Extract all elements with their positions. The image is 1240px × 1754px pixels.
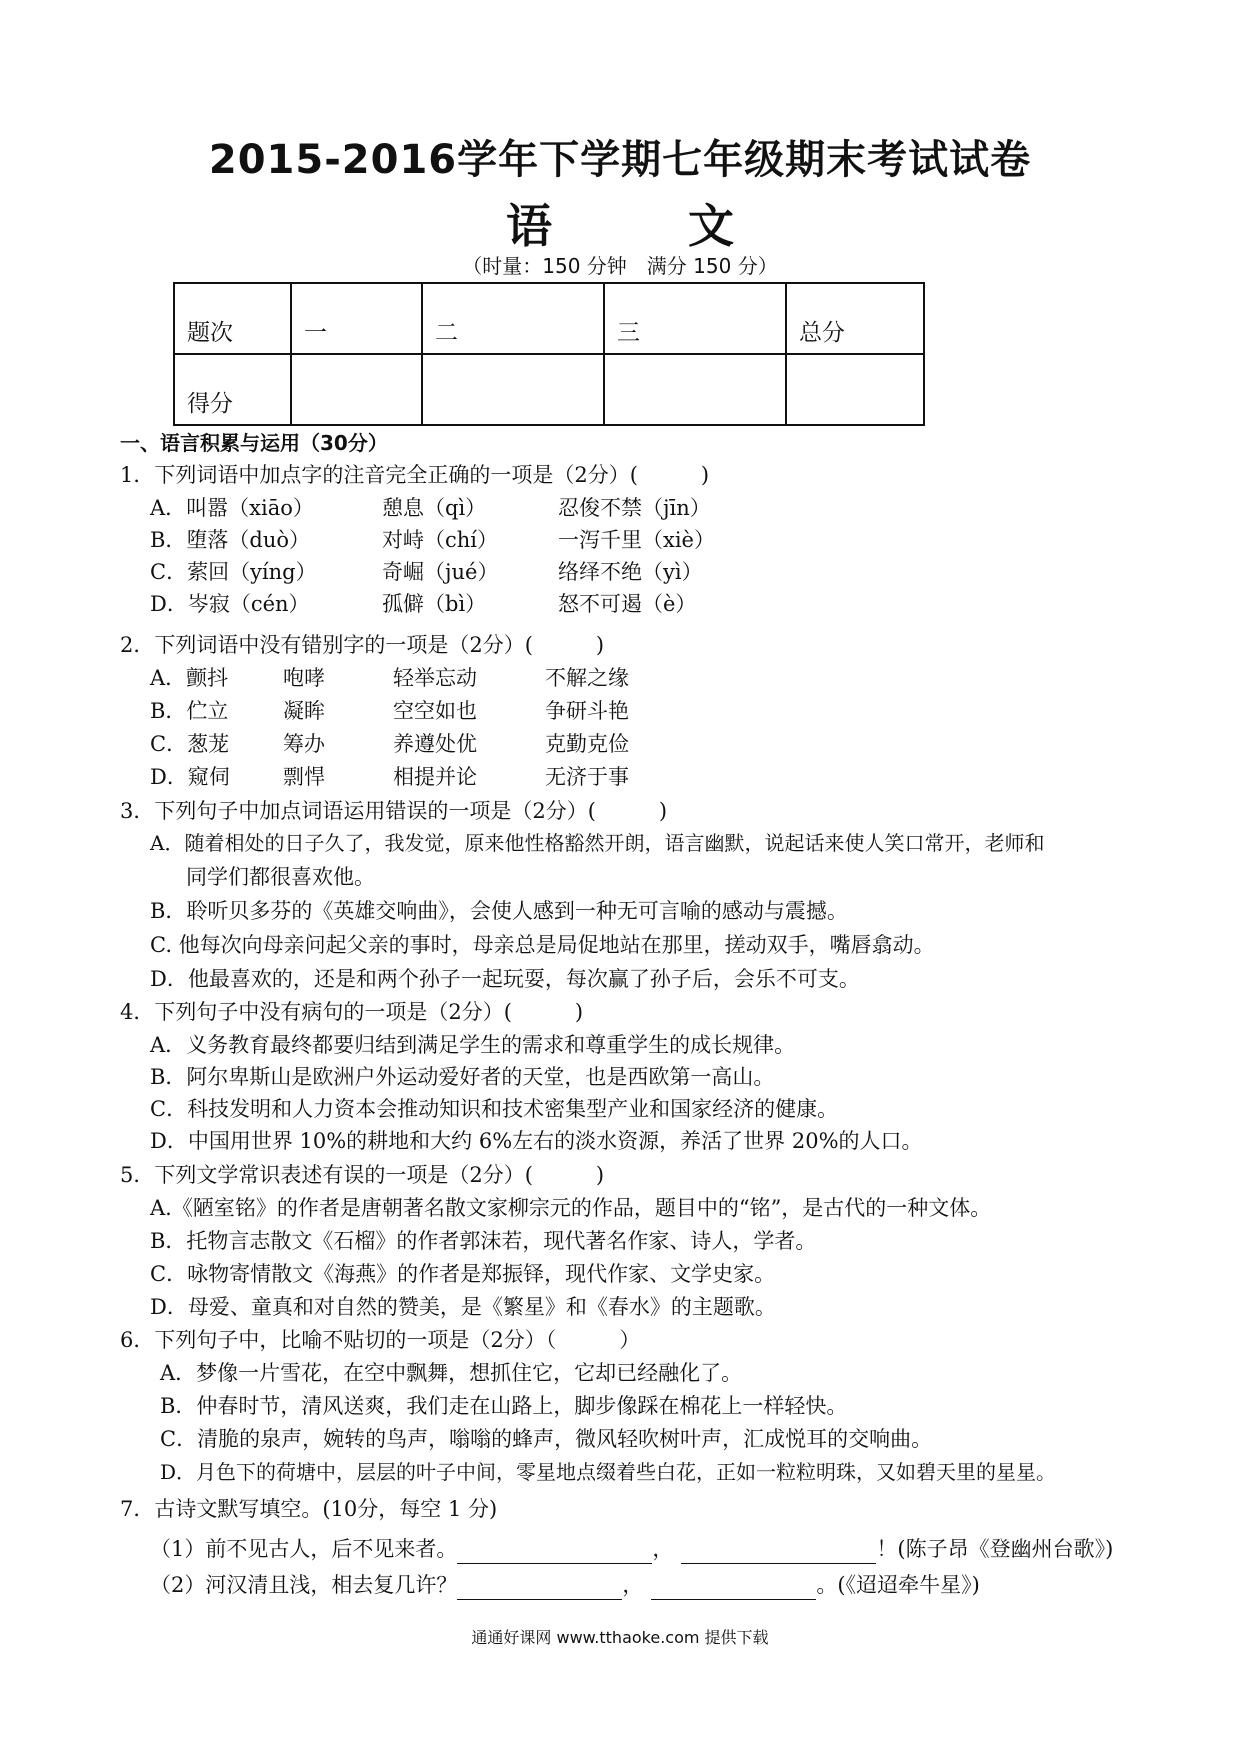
q2-option-c-2: 筹办 [283, 732, 325, 756]
q6-option-c: C．清脆的泉声，婉转的鸟声，嗡嗡的蜂声，微风轻吹树叶声，汇成悦耳的交响曲。 [160, 1427, 933, 1451]
q7-line-2 [150, 1570, 980, 1600]
q7-line-1 [150, 1534, 1113, 1564]
q2-option-d-3: 相提并论 [393, 765, 477, 789]
score-cell: 一 [291, 283, 422, 354]
question-4-stem: 4．下列句子中没有病句的一项是（2分）( ) [120, 1000, 584, 1024]
question-5-stem: 5．下列文学常识表述有误的一项是（2分）( ) [120, 1163, 605, 1187]
fill-blank-2[interactable] [681, 1541, 876, 1564]
section-heading: 一、语言积累与运用（30分） [120, 431, 388, 455]
q7-line-2-source: 。(《迢迢牵牛星》) [816, 1573, 980, 1597]
score-cell-input[interactable] [291, 354, 422, 425]
score-cell-input[interactable] [422, 354, 604, 425]
question-6-stem: 6．下列句子中，比喻不贴切的一项是（2分）（ ） [120, 1328, 641, 1352]
q2-option-b-2: 凝眸 [283, 699, 325, 723]
score-cell-input[interactable] [786, 354, 924, 425]
q1-option-a-1: A．叫嚣（xiāo） [150, 496, 314, 520]
question-2-stem: 2．下列词语中没有错别字的一项是（2分）( ) [120, 633, 605, 657]
q3-option-a: A．随着相处的日子久了，我发觉，原来他性格豁然开朗，语言幽默，说起话来使人笑口常开，老师和 [150, 831, 1045, 855]
q4-option-a: A．义务教育最终都要归结到满足学生的需求和尊重学生的成长规律。 [150, 1033, 796, 1057]
q2-option-a-4: 不解之缘 [545, 666, 629, 690]
q6-option-a: A．梦像一片雪花，在空中飘舞，想抓住它，它却已经融化了。 [160, 1361, 743, 1385]
q3-option-a-cont: 同学们都很喜欢他。 [186, 865, 375, 889]
q7-line-1-sep: ， [652, 1537, 674, 1561]
q1-option-d-2: 孤僻（bì） [382, 592, 487, 616]
question-7-stem: 7．古诗文默写填空。(10分，每空 1 分) [120, 1497, 498, 1521]
subject-title: 语 文 [505, 199, 794, 253]
q6-option-d: D．月色下的荷塘中，层层的叶子中间，零星地点缀着些白花，正如一粒粒明珠，又如碧天里的星星。 [160, 1460, 1057, 1484]
q1-option-d-3: 怒不可遏（è） [558, 592, 697, 616]
q5-option-d: D．母爱、童真和对自然的赞美，是《繁星》和《春水》的主题歌。 [150, 1295, 776, 1319]
q7-line-1-text: （1）前不见古人，后不见来者。 [150, 1537, 458, 1561]
q2-option-b-3: 空空如也 [393, 699, 477, 723]
q2-option-c-4: 克勤克俭 [545, 732, 629, 756]
q1-option-c-1: C．萦回（yíng） [150, 560, 317, 584]
score-table-row-score [174, 354, 924, 425]
q2-option-b-1: B．伫立 [150, 699, 229, 723]
q3-option-d: D．他最喜欢的，还是和两个孙子一起玩耍，每次赢了孙子后，会乐不可支。 [150, 967, 860, 991]
q1-option-a-2: 憩息（qì） [382, 496, 487, 520]
q2-option-c-1: C．葱茏 [150, 732, 230, 756]
score-table-row-header [174, 283, 924, 354]
question-1-stem: 1．下列词语中加点字的注音完全正确的一项是（2分）( ) [120, 463, 710, 487]
q2-option-c-3: 养遵处优 [393, 732, 477, 756]
q2-option-d-2: 剽悍 [283, 765, 325, 789]
q1-option-b-2: 对峙（chí） [382, 528, 499, 552]
fill-blank-3[interactable] [457, 1577, 622, 1600]
exam-title: 2015-2016学年下学期七年级期末考试试卷 [208, 137, 1032, 183]
q1-option-c-2: 奇崛（jué） [382, 560, 499, 584]
q2-option-a-1: A．颤抖 [150, 666, 229, 690]
fill-blank-4[interactable] [651, 1577, 816, 1600]
q1-option-b-3: 一泻千里（xiè） [558, 528, 715, 552]
time-info: （时量：150 分钟 满分 150 分） [462, 254, 778, 278]
question-3-stem: 3．下列句子中加点词语运用错误的一项是（2分）( ) [120, 799, 668, 823]
q2-option-d-1: D．窥伺 [150, 765, 230, 789]
score-cell: 得分 [174, 354, 291, 425]
score-cell: 三 [604, 283, 786, 354]
q4-option-c: C．科技发明和人力资本会推动知识和技术密集型产业和国家经济的健康。 [150, 1097, 839, 1121]
score-table [173, 282, 925, 426]
q7-line-1-source: ！(陈子昂《登幽州台歌》) [876, 1537, 1114, 1561]
fill-blank-1[interactable] [457, 1541, 652, 1564]
q5-option-a: A.《陋室铭》的作者是唐朝著名散文家柳宗元的作品，题目中的“铭”，是古代的一种文体。 [150, 1196, 992, 1220]
q7-line-2-text: （2）河汉清且浅，相去复几许？ [150, 1573, 458, 1597]
q2-option-d-4: 无济于事 [545, 765, 629, 789]
q2-option-b-4: 争研斗艳 [545, 699, 629, 723]
score-cell: 二 [422, 283, 604, 354]
q4-option-b: B．阿尔卑斯山是欧洲户外运动爱好者的天堂，也是西欧第一高山。 [150, 1065, 775, 1089]
score-cell: 题次 [174, 283, 291, 354]
footer-source: 通通好课网 www.tthaoke.com 提供下载 [471, 1628, 769, 1647]
q3-option-c: C. 他每次向母亲问起父亲的事时，母亲总是局促地站在那里，搓动双手，嘴唇翕动。 [150, 933, 935, 957]
q5-option-c: C．咏物寄情散文《海燕》的作者是郑振铎，现代作家、文学史家。 [150, 1262, 776, 1286]
q6-option-b: B．仲春时节，清风送爽，我们走在山路上，脚步像踩在棉花上一样轻快。 [160, 1394, 848, 1418]
q7-line-2-sep: ， [622, 1573, 644, 1597]
q5-option-b: B．托物言志散文《石榴》的作者郭沫若，现代著名作家、诗人，学者。 [150, 1229, 817, 1253]
score-cell-input[interactable] [604, 354, 786, 425]
q1-option-a-3: 忍俊不禁（jīn） [558, 496, 711, 520]
q2-option-a-3: 轻举忘动 [393, 666, 477, 690]
q1-option-b-1: B．堕落（duò） [150, 528, 311, 552]
q4-option-d: D．中国用世界 10%的耕地和大约 6%左右的淡水资源，养活了世界 20%的人口。 [150, 1129, 923, 1153]
score-cell: 总分 [786, 283, 924, 354]
q1-option-d-1: D．岑寂（cén） [150, 592, 310, 616]
q3-option-b: B．聆听贝多芬的《英雄交响曲》，会使人感到一种无可言喻的感动与震撼。 [150, 899, 848, 923]
q2-option-a-2: 咆哮 [283, 666, 325, 690]
q1-option-c-3: 络绎不绝（yì） [558, 560, 703, 584]
